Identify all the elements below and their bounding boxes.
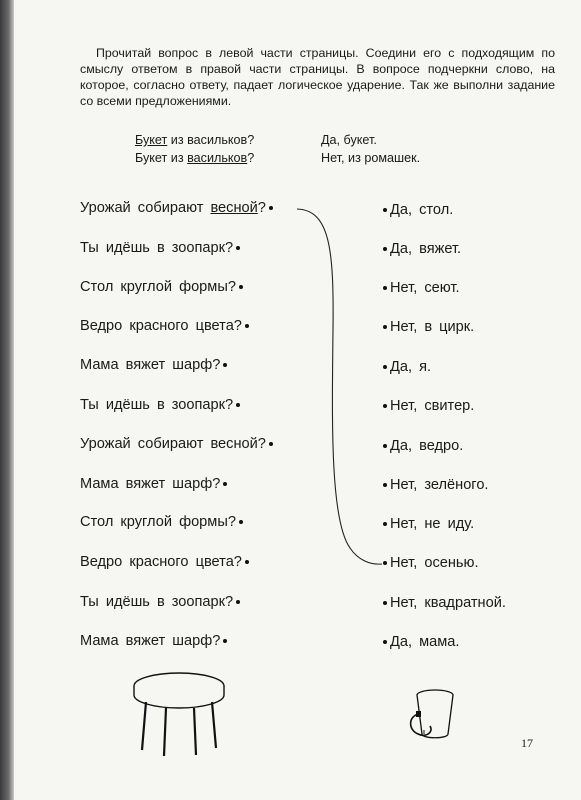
table-icon bbox=[128, 668, 232, 758]
answer-item[interactable]: Нет, квадратной. bbox=[380, 595, 506, 611]
question-item[interactable]: Стол круглой формы? bbox=[80, 279, 246, 295]
question-item[interactable]: Ведро красного цвета? bbox=[80, 554, 252, 570]
answer-item[interactable]: Нет, зелёного. bbox=[380, 477, 489, 493]
question-item[interactable]: Урожай собирают весной? bbox=[80, 436, 276, 452]
underlined-word: весной bbox=[210, 200, 258, 216]
answer-item[interactable]: Нет, сеют. bbox=[380, 280, 460, 296]
question-item[interactable]: Мама вяжет шарф? bbox=[80, 476, 230, 492]
page-number: 17 bbox=[521, 736, 533, 750]
question-item[interactable]: Мама вяжет шарф? bbox=[80, 357, 230, 373]
example-question-2: Букет из васильков? bbox=[135, 151, 255, 165]
question-item[interactable]: Стол круглой формы? bbox=[80, 514, 246, 530]
task-instruction: Прочитай вопрос в левой части страницы. Соедини его с подходящим по смыслу ответом в правой части страницы. В вопросе подчеркни слово, на которое, согласно ответу, падает логическое ударение. Так же выполни задание со всеми предложениями. bbox=[80, 46, 555, 108]
example-question-1: Букет из васильков? bbox=[135, 133, 255, 147]
answer-item[interactable]: Нет, в цирк. bbox=[380, 319, 474, 335]
answer-item[interactable]: Да, стол. bbox=[380, 202, 453, 218]
question-item[interactable]: Ты идёшь в зоопарк? bbox=[80, 397, 243, 413]
answer-item[interactable]: Да, я. bbox=[380, 359, 431, 375]
example-underlined-word: Букет bbox=[135, 133, 168, 147]
example-answer-2: Нет, из ромашек. bbox=[321, 151, 421, 165]
question-item[interactable]: Ты идёшь в зоопарк? bbox=[80, 594, 243, 610]
answer-item[interactable]: Да, вяжет. bbox=[380, 241, 461, 257]
question-item[interactable]: Ты идёшь в зоопарк? bbox=[80, 240, 243, 256]
question-item[interactable]: Урожай собирают весной? bbox=[80, 200, 276, 216]
answer-item[interactable]: Нет, осенью. bbox=[380, 555, 479, 571]
answer-item[interactable]: Нет, не иду. bbox=[380, 516, 474, 532]
answer-connector-line bbox=[297, 209, 382, 564]
question-item[interactable]: Мама вяжет шарф? bbox=[80, 633, 230, 649]
answer-item[interactable]: Нет, свитер. bbox=[380, 398, 474, 414]
answer-item[interactable]: Да, мама. bbox=[380, 634, 459, 650]
example-answer-1: Да, букет. bbox=[321, 133, 377, 147]
example-underlined-word: васильков bbox=[187, 151, 248, 165]
question-item[interactable]: Ведро красного цвета? bbox=[80, 318, 252, 334]
answer-item[interactable]: Да, ведро. bbox=[380, 438, 463, 454]
bucket-icon bbox=[404, 686, 470, 744]
